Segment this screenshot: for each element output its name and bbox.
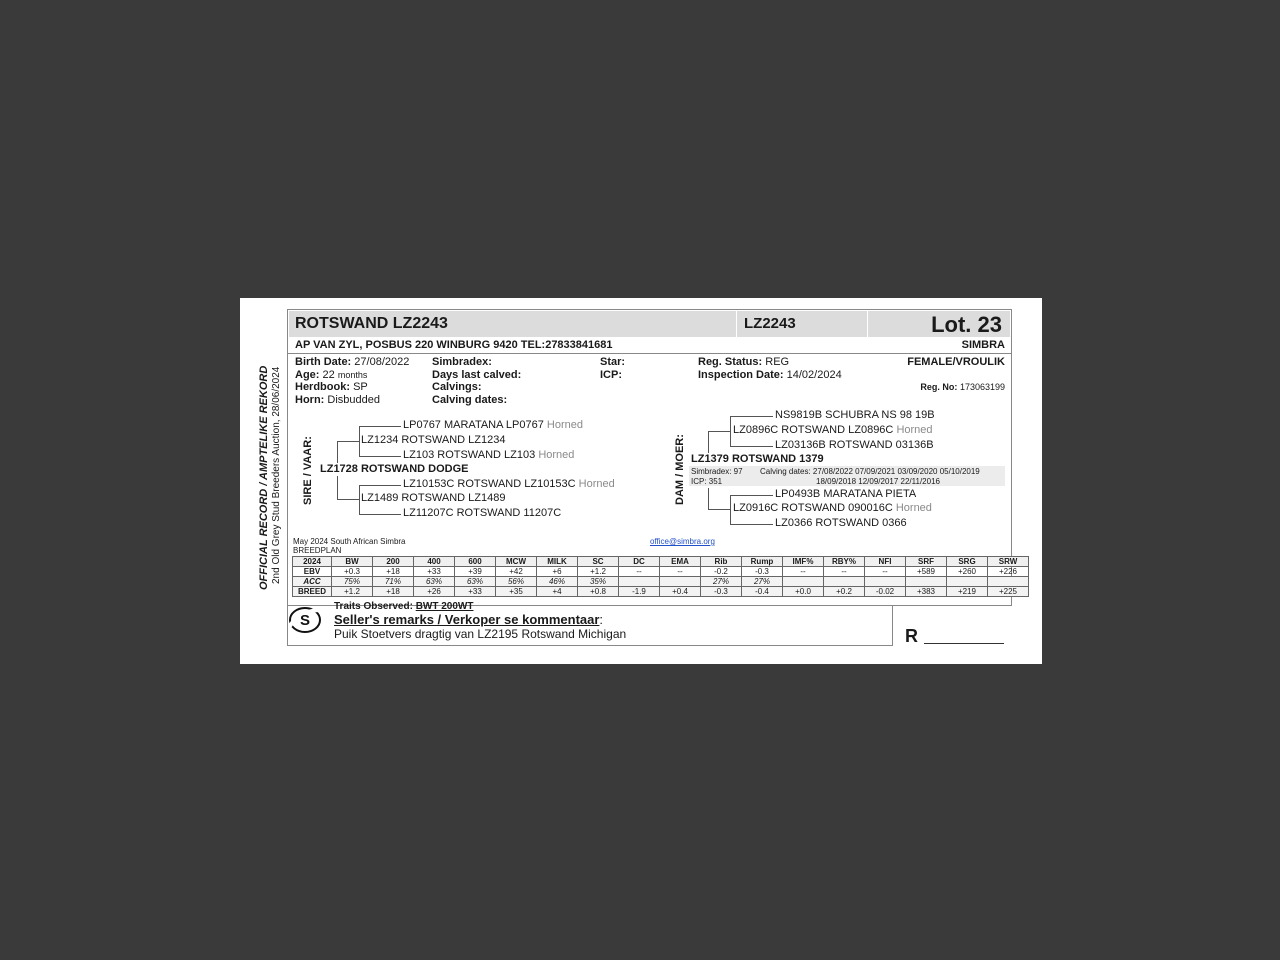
animal-name: ROTSWAND LZ2243 [295, 315, 448, 332]
inspection-date: Inspection Date: 14/02/2024 [698, 369, 842, 381]
acc-cell: 35% [578, 577, 619, 587]
headers-cell: Rib [701, 557, 742, 567]
headers-cell: 400 [414, 557, 455, 567]
acc-cell [619, 577, 660, 587]
pedigree-dam: LZ1379 ROTSWAND 1379 [691, 453, 824, 465]
pedigree-ddd: LZ0366 ROTSWAND 0366 [775, 517, 907, 529]
breed-cell: +219 [947, 587, 988, 597]
reg-id: LZ2243 [744, 315, 796, 332]
star: Star: [600, 356, 626, 368]
acc-cell: 56% [496, 577, 537, 587]
horn: Horn: Disbudded [295, 394, 380, 406]
traits-observed: Traits Observed: BWT 200WT [334, 601, 474, 612]
pedigree-dss: NS9819B SCHUBRA NS 98 19B [775, 409, 935, 421]
dam-label: DAM / MOER: [674, 434, 686, 505]
lot-card [240, 298, 1042, 664]
acc-cell [906, 577, 947, 587]
reg-no: Reg. No: 173063199 [920, 382, 1005, 392]
acc-cell: ACC [293, 577, 332, 587]
pedigree-sds: LZ10153C ROTSWAND LZ10153C Horned [403, 478, 615, 490]
acc-cell: 46% [537, 577, 578, 587]
acc-cell: 27% [701, 577, 742, 587]
breed-avg-row [293, 587, 1029, 597]
pedigree-dds: LP0493B MARATANA PIETA [775, 488, 917, 500]
ebv-cell: -- [783, 567, 824, 577]
acc-row [293, 577, 1029, 587]
ebv-table [292, 556, 1029, 597]
email-link[interactable]: office@simbra.org [650, 537, 715, 546]
breed-cell: -0.02 [865, 587, 906, 597]
ebv-cell: -0.2 [701, 567, 742, 577]
acc-cell [947, 577, 988, 587]
sire-label: SIRE / VAAR: [302, 436, 314, 505]
dam-simbradex: Simbradex: 97 [691, 467, 743, 476]
breed-cell: -0.3 [701, 587, 742, 597]
breed-cell: +35 [496, 587, 537, 597]
headers-cell: SC [578, 557, 619, 567]
age: Age: 22 months [295, 369, 368, 381]
breed-cell: +1.2 [332, 587, 373, 597]
headers-cell: SRG [947, 557, 988, 567]
simbradex: Simbradex: [432, 356, 492, 368]
ebv-cell: +42 [496, 567, 537, 577]
headers-cell: IMF% [783, 557, 824, 567]
reg-status: Reg. Status: REG [698, 356, 790, 368]
pedigree-ss: LZ1234 ROTSWAND LZ1234 [361, 434, 506, 446]
official-record-label: OFFICIAL RECORD / AMPTELIKE REKORD [258, 365, 270, 590]
breed-cell: +383 [906, 587, 947, 597]
headers-cell: NFI [865, 557, 906, 567]
breed-cell: -0.4 [742, 587, 783, 597]
days-last-calved: Days last calved: [432, 369, 522, 381]
acc-cell: 75% [332, 577, 373, 587]
auction-label: 2nd Old Grey Stud Breeders Auction, 28/06/2024 [271, 366, 282, 584]
owner-address: AP VAN ZYL, POSBUS 220 WINBURG 9420 TEL:27833841681 [295, 339, 613, 351]
ebv-cell: +226 [988, 567, 1029, 577]
ebv-cell: -- [619, 567, 660, 577]
breed-cell: -1.9 [619, 587, 660, 597]
ebv-cell: -- [824, 567, 865, 577]
price-prefix: R [905, 626, 918, 646]
ebv-cell: +33 [414, 567, 455, 577]
ebv-cell: EBV [293, 567, 332, 577]
price-entry-line[interactable] [924, 643, 1004, 644]
icp: ICP: [600, 369, 622, 381]
headers-cell: EMA [660, 557, 701, 567]
acc-cell [988, 577, 1029, 587]
dam-calving-dates-2: 18/09/2018 12/09/2017 22/11/2016 [816, 477, 940, 486]
breed-cell: +0.4 [660, 587, 701, 597]
card-header [289, 311, 1010, 337]
headers-cell: MCW [496, 557, 537, 567]
breed-cell: +0.0 [783, 587, 824, 597]
breed-cell: +4 [537, 587, 578, 597]
breed-cell: +33 [455, 587, 496, 597]
headers-cell: BW [332, 557, 373, 567]
sex: FEMALE/VROULIK [907, 356, 1005, 368]
ebv-cell: +6 [537, 567, 578, 577]
ebv-cell: +0.3 [332, 567, 373, 577]
breed-cell: BREED [293, 587, 332, 597]
herdbook: Herdbook: SP [295, 381, 368, 393]
headers-cell: SRF [906, 557, 947, 567]
acc-cell [660, 577, 701, 587]
breed-cell: +0.8 [578, 587, 619, 597]
ebv-cell: -0.3 [742, 567, 783, 577]
pedigree-sss: LP0767 MARATANA LP0767 Horned [403, 419, 583, 431]
headers-cell: 600 [455, 557, 496, 567]
headers-cell: 200 [373, 557, 414, 567]
acc-cell [824, 577, 865, 587]
ebv-cell: +260 [947, 567, 988, 577]
headers-cell: DC [619, 557, 660, 567]
ebv-cell: +39 [455, 567, 496, 577]
breed-cell: +225 [988, 587, 1029, 597]
ebv-row [293, 567, 1029, 577]
breed-cell: +18 [373, 587, 414, 597]
lot-number: Lot. 23 [931, 312, 1002, 337]
remarks-title: Seller's remarks / Verkoper se kommentaar: [334, 612, 604, 627]
headers-cell: 2024 [293, 557, 332, 567]
acc-cell: 71% [373, 577, 414, 587]
pedigree-ds: LZ0896C ROTSWAND LZ0896C Horned [733, 424, 933, 436]
seller-remarks: Puik Stoetvers dragtig van LZ2195 Rotswand Michigan [334, 627, 627, 641]
ebv-cell: -- [660, 567, 701, 577]
acc-cell: 63% [414, 577, 455, 587]
pedigree-sd: LZ1489 ROTSWAND LZ1489 [361, 492, 506, 504]
headers-cell: RBY% [824, 557, 865, 567]
breed-cell: +26 [414, 587, 455, 597]
pedigree-dd: LZ0916C ROTSWAND 090016C Horned [733, 502, 932, 514]
ebv-header-row [293, 557, 1029, 567]
breed-name: SIMBRA [961, 339, 1005, 351]
dam-icp: ICP: 351 [691, 477, 723, 486]
acc-cell [865, 577, 906, 587]
breedplan-label: BREEDPLAN [293, 546, 342, 555]
pedigree-sdd: LZ11207C ROTSWAND 11207C [403, 507, 562, 519]
calvings: Calvings: [432, 381, 482, 393]
ebv-cell: +18 [373, 567, 414, 577]
acc-cell [783, 577, 824, 587]
breed-cell: +0.2 [824, 587, 865, 597]
pedigree-sire: LZ1728 ROTSWAND DODGE [320, 463, 469, 475]
owner-row [287, 338, 1012, 354]
pedigree-ssd: LZ103 ROTSWAND LZ103 Horned [403, 449, 575, 461]
headers-cell: MILK [537, 557, 578, 567]
source-note: May 2024 South African Simbra [293, 537, 406, 546]
headers-cell: Rump [742, 557, 783, 567]
calving-dates: Calving dates: [432, 394, 508, 406]
acc-cell: 63% [455, 577, 496, 587]
ebv-cell: +589 [906, 567, 947, 577]
acc-cell: 27% [742, 577, 783, 587]
dam-calving-dates-1: Calving dates: 27/08/2022 07/09/2021 03/09/2020 05/10/2019 [760, 467, 980, 476]
pedigree-dsd: LZ03136B ROTSWAND 03136B [775, 439, 934, 451]
svg-text:S: S [299, 612, 311, 629]
headers-cell: SRW [988, 557, 1029, 567]
simbra-logo-icon [288, 606, 322, 634]
ebv-cell: +1.2 [578, 567, 619, 577]
ebv-cell: -- [865, 567, 906, 577]
birth-date: Birth Date: 27/08/2022 [295, 356, 410, 368]
